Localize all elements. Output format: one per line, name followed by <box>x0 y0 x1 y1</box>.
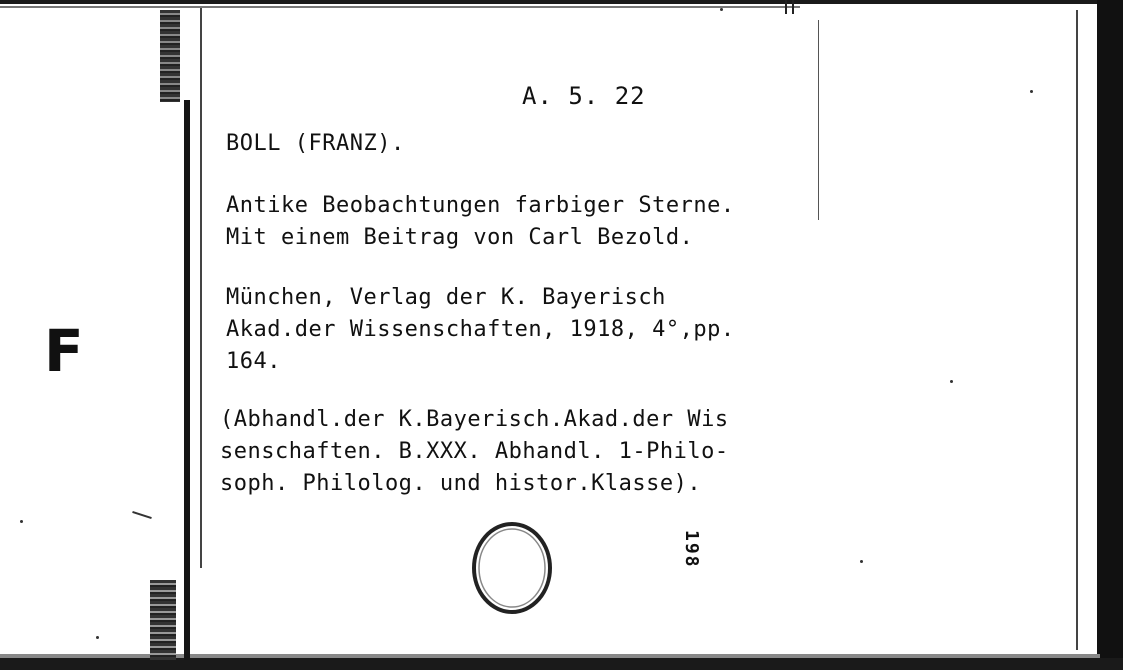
scan-speck <box>720 8 723 11</box>
card-binding-line <box>184 100 190 660</box>
imprint-line: 164. <box>226 349 281 374</box>
scan-mark <box>792 0 794 14</box>
scan-speck <box>96 636 99 639</box>
series-note-line: senschaften. B.XXX. Abhandl. 1-Philo- <box>220 439 729 464</box>
scan-speck <box>20 520 23 523</box>
binding-tab-bottom <box>150 580 176 660</box>
author-heading: BOLL (FRANZ). <box>226 131 405 156</box>
card-margin-rule <box>200 8 202 568</box>
scan-speck <box>950 380 953 383</box>
binding-tab-top <box>160 10 180 102</box>
card-right-edge <box>1097 0 1123 670</box>
scan-mark <box>132 511 152 519</box>
punch-hole-ring <box>470 520 554 616</box>
imprint-line: Akad.der Wissenschaften, 1918, 4°,pp. <box>226 317 735 342</box>
imprint-line: München, Verlag der K. Bayerisch <box>226 285 666 310</box>
series-note-line: (Abhandl.der K.Bayerisch.Akad.der Wis <box>220 407 729 432</box>
stamp-number: 198 <box>681 530 702 569</box>
scan-speck <box>1030 90 1033 93</box>
series-note-line: soph. Philolog. und histor.Klasse). <box>220 471 702 496</box>
title-line: Antike Beobachtungen farbiger Sterne. <box>226 193 735 218</box>
scan-mark <box>785 0 787 14</box>
card-right-border <box>1076 10 1078 650</box>
scan-speck <box>860 560 863 563</box>
card-top-shadow <box>0 6 800 8</box>
margin-letter: F <box>44 317 84 385</box>
shelfmark: A. 5. 22 <box>522 82 646 110</box>
title-line: Mit einem Beitrag von Carl Bezold. <box>226 225 694 250</box>
card-top-edge <box>0 0 1123 4</box>
card-right-rule <box>818 20 819 220</box>
